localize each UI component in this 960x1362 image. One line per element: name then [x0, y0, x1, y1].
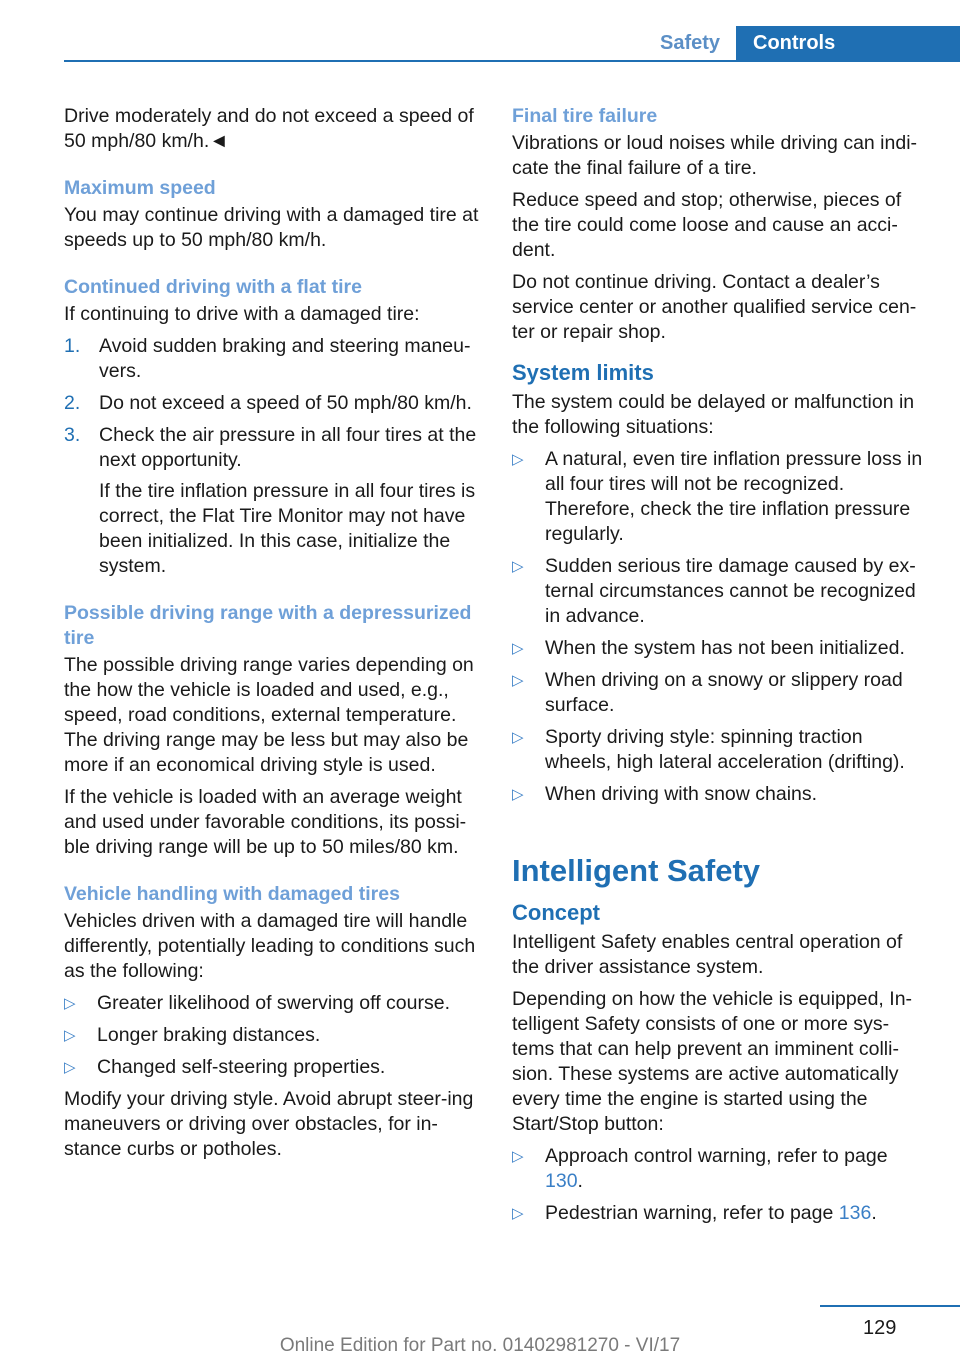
step-subtext: If the tire inflation pressure in all four tires is correct, the Flat Tire Monitor may not have been initialized. In this case, initialize the system. [99, 480, 476, 577]
list-item: ▷ Greater likelihood of swerving off course. [64, 992, 450, 1014]
step-number: 3. [64, 424, 81, 446]
heading-continued-driving: Continued driving with a flat tire [64, 276, 362, 298]
footer-edition: Online Edition for Part no. 01402981270 - VI/17 [279, 1335, 681, 1356]
heading-concept: Concept [512, 900, 600, 925]
step-text: Check the air pressure in all four tires at the next opportunity. [99, 424, 477, 471]
handling-outro-text: Modify your driving style. Avoid abrupt steer‐ing maneuvers or driving over obstacles, for in‐stance curbs or potholes. [64, 1088, 474, 1160]
system-limits-text: The system could be delayed or malfunction in the following situations: [512, 391, 915, 438]
triangle-bullet-icon: ▷ [64, 1059, 76, 1076]
section-tab-safety[interactable]: Safety [659, 32, 721, 54]
list-item: ▷ Sporty driving style: spinning traction wheels, high lateral acceleration (drifting). [512, 726, 905, 773]
final-failure-text-1: Vibrations or loud noises while driving can indi‐cate the final failure of a tire. [512, 132, 918, 179]
triangle-bullet-icon: ▷ [512, 640, 524, 657]
vehicle-handling-text: Vehicles driven with a damaged tire will handle differently, potentially leading to conditions such as the following: [64, 910, 476, 982]
heading-driving-range: Possible driving range with a depressurized tire [64, 602, 472, 649]
list-item: ▷ Pedestrian warning, refer to page 136. [512, 1202, 877, 1224]
triangle-bullet-icon: ▷ [512, 1148, 524, 1165]
intro-paragraph: Drive moderately and do not exceed a speed of 50 mph/80 km/h.◄ [64, 105, 474, 152]
concept-list [512, 1144, 930, 1226]
triangle-bullet-icon: ▷ [512, 558, 524, 575]
driving-range-text: The possible driving range varies depending on the how the vehicle is loaded and used, e.g., speed, road conditions, external temperature. The driving range may be less but may also be more if an economical driving style is used. [64, 654, 474, 776]
concept-text-2: Depending on how the vehicle is equipped, In‐telligent Safety consists of one or more sys‐tems that can help prevent an imminent colli‐sion. These systems are active automatically every time the engine is started using the Start/Stop button: [512, 988, 913, 1135]
list-item: ▷ Approach control warning, refer to page 130. [512, 1145, 888, 1192]
step-text: Avoid sudden braking and steering maneu‐vers. [99, 335, 471, 382]
page-link-136[interactable]: 136 [838, 1202, 872, 1224]
left-column [64, 104, 482, 1169]
heading-maximum-speed: Maximum speed [64, 177, 216, 199]
heading-intelligent-safety: Intelligent Safety [512, 853, 761, 888]
concept-text-1: Intelligent Safety enables central operation of the driver assistance system. [512, 931, 903, 978]
triangle-bullet-icon: ▷ [64, 1027, 76, 1044]
triangle-bullet-icon: ▷ [512, 672, 524, 689]
page-number: 129 [863, 1317, 897, 1339]
triangle-bullet-icon: ▷ [512, 1205, 524, 1222]
list-item: ▷ Longer braking distances. [64, 1024, 321, 1046]
list-item: ▷ When the system has not been initialized. [512, 637, 905, 659]
limits-list [512, 447, 930, 807]
list-item: ▷ Changed self-steering properties. [64, 1056, 386, 1078]
list-item: ▷ When driving on a snowy or slippery road surface. [512, 669, 903, 716]
right-column [512, 104, 930, 1233]
chapter-tab-controls[interactable]: Controls [736, 26, 960, 62]
list-item: ▷ When driving with snow chains. [512, 783, 818, 805]
step-number: 2. [64, 392, 81, 414]
heading-final-tire-failure: Final tire failure [512, 105, 658, 127]
list-item [64, 334, 482, 384]
maximum-speed-text: You may continue driving with a damaged tire at speeds up to 50 mph/80 km/h. [64, 204, 479, 251]
triangle-bullet-icon: ▷ [512, 451, 524, 468]
list-item [64, 391, 482, 416]
list-item: ▷ Sudden serious tire damage caused by ex‐ternal circumstances cannot be recognized in advance. [512, 555, 916, 627]
final-failure-text-2: Reduce speed and stop; otherwise, pieces of the tire could come loose and cause an acci‐dent. [512, 189, 902, 261]
triangle-bullet-icon: ▷ [512, 729, 524, 746]
driving-range-text-2: If the vehicle is loaded with an average weight and used under favorable conditions, its possi‐ble driving range will be up to 50 miles/80 km. [64, 786, 467, 858]
handling-list [64, 991, 482, 1080]
heading-system-limits: System limits [512, 360, 654, 385]
heading-vehicle-handling: Vehicle handling with damaged tires [64, 883, 400, 905]
list-item [64, 423, 482, 579]
step-text: Do not exceed a speed of 50 mph/80 km/h. [99, 392, 472, 414]
steps-list [64, 334, 482, 579]
page-number-rule [820, 1305, 960, 1307]
continued-driving-text: If continuing to drive with a damaged tire: [64, 303, 420, 325]
triangle-bullet-icon: ▷ [64, 995, 76, 1012]
page-link-130[interactable]: 130 [545, 1170, 578, 1192]
step-number: 1. [64, 335, 81, 357]
list-item: ▷ A natural, even tire inflation pressure loss in all four tires will not be recognized. Therefore, check the tire inflation pressure regularly. [512, 448, 923, 545]
final-failure-text-3: Do not continue driving. Contact a dealer’s service center or another qualified service cen‐ter or repair shop. [512, 271, 917, 343]
triangle-bullet-icon: ▷ [512, 786, 524, 803]
